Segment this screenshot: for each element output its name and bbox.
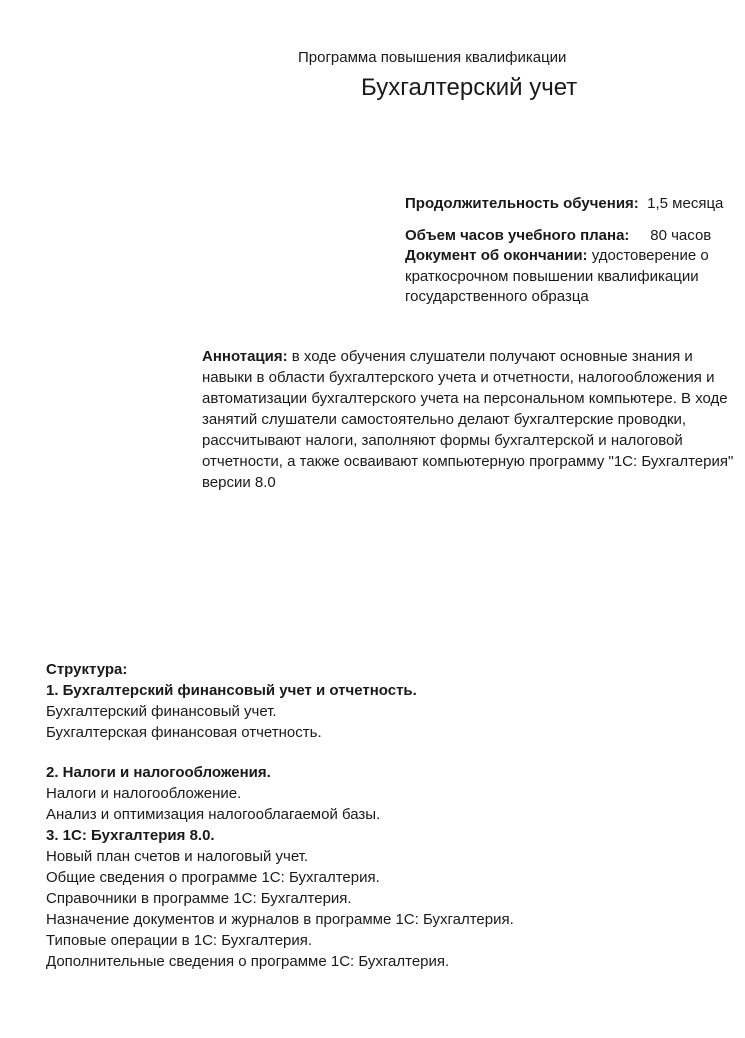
list-item: Анализ и оптимизация налогооблагаемой базы. (46, 806, 381, 823)
program-subtitle: Программа повышения квалификации (298, 49, 567, 66)
section-spacer (46, 743, 736, 762)
list-item: Бухгалтерский финансовый учет. (46, 703, 277, 720)
list-item: Назначение документов и журналов в программе 1С: Бухгалтерия. (46, 911, 514, 928)
list-item: Справочники в программе 1С: Бухгалтерия. (46, 890, 352, 907)
document-label: Документ об окончании: (405, 247, 588, 264)
page-title: Бухгалтерский учет (361, 74, 578, 101)
course-info (405, 194, 740, 308)
hours-label: Объем часов учебного плана: (405, 226, 630, 244)
structure-heading: Структура: (46, 661, 128, 678)
hours-row (405, 226, 740, 247)
section-title: 1. Бухгалтерский финансовый учет и отчетность. (46, 682, 417, 699)
section-title: 3. 1С: Бухгалтерия 8.0. (46, 827, 215, 844)
annotation-block (202, 346, 737, 493)
document-row (405, 246, 740, 308)
list-item: Общие сведения о программе 1С: Бухгалтерия. (46, 869, 380, 886)
list-item: Дополнительные сведения о программе 1С: Бухгалтерия. (46, 953, 450, 970)
annotation-text: в ходе обучения слушатели получают основные знания и навыки в области бухгалтерского учета и отчетности, налогообложения и автоматизации бухгалтерского учета на персональном компьютере. В ходе занятий слушатели самостоятельно делают бухгалтерские проводки, рассчитывают налоги, заполняют формы бухгалтерской и налоговой отчетности, а также осваивают компьютерную программу "1С: Бухгалтерия" версии 8.0 (202, 348, 734, 491)
section-title: 2. Налоги и налогообложения. (46, 764, 271, 781)
duration-label: Продолжительность обучения: (405, 195, 639, 212)
list-item: Новый план счетов и налоговый учет. (46, 848, 309, 865)
duration-value: 1,5 месяца (647, 195, 724, 212)
structure-block (46, 659, 736, 972)
hours-value: 80 часов (650, 226, 712, 244)
document-value: удостоверение о краткосрочном повышении квалификации государственного образца (405, 247, 709, 305)
list-item: Налоги и налогообложение. (46, 785, 242, 802)
annotation-label: Аннотация: (202, 348, 288, 365)
duration-row (405, 194, 740, 215)
list-item: Типовые операции в 1С: Бухгалтерия. (46, 932, 313, 949)
list-item: Бухгалтерская финансовая отчетность. (46, 724, 322, 741)
